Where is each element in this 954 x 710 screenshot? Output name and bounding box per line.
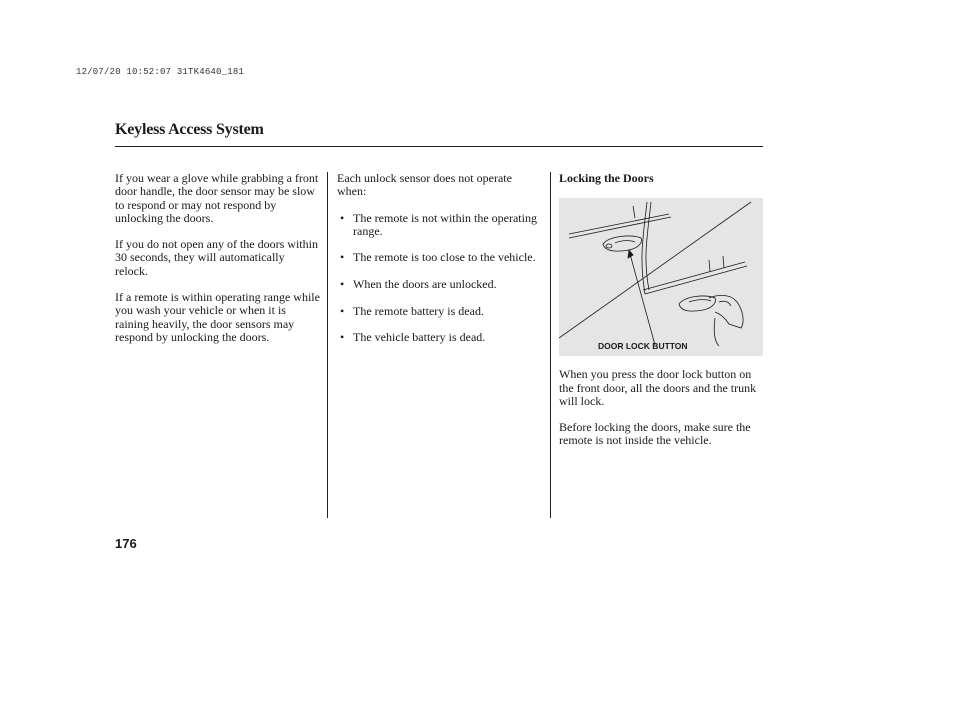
paragraph-wash: If a remote is within operating range while you wash your vehicle or when it is raining heavily, the door sensors may respond by unlocking the doors. <box>115 290 320 344</box>
page-title: Keyless Access System <box>115 121 264 138</box>
list-item: • The remote is too close to the vehicle. <box>340 250 536 265</box>
front-door-handle <box>603 236 642 251</box>
bullet-icon: • <box>340 277 345 292</box>
column-divider-2 <box>550 172 551 518</box>
list-item: • When the doors are unlocked. <box>340 277 497 292</box>
column-2 <box>337 172 542 358</box>
list-item: • The remote battery is dead. <box>340 303 484 318</box>
paragraph-glove: If you wear a glove while grabbing a front door handle, the door sensor may be slow to respond or may not respond by unlocking the doors. <box>115 171 319 225</box>
door-lock-illustration <box>559 198 763 356</box>
bullet-icon: • <box>340 303 345 318</box>
title-rule <box>115 146 763 147</box>
column-1 <box>115 172 320 357</box>
paragraph-lock-button: When you press the door lock button on the front door, all the doors and the trunk will lock. <box>559 367 757 408</box>
paragraph-before-locking: Before locking the doors, make sure the remote is not inside the vehicle. <box>559 420 751 448</box>
figure-label: DOOR LOCK BUTTON <box>598 341 688 352</box>
bullet-icon: • <box>340 210 345 225</box>
bullet-icon: • <box>340 330 345 345</box>
panel-divider <box>559 202 751 338</box>
column-3 <box>559 172 764 461</box>
sensor-conditions-list <box>337 212 542 345</box>
list-item: • The remote is not within the operating range. <box>340 210 537 238</box>
list-item: • The vehicle battery is dead. <box>340 330 486 345</box>
page-number: 176 <box>115 536 137 551</box>
rear-door-handle <box>679 296 716 311</box>
print-timestamp: 12/07/20 10:52:07 31TK4640_181 <box>76 67 245 77</box>
section-heading: Locking the Doors <box>559 171 654 185</box>
paragraph-sensor-intro: Each unlock sensor does not operate when: <box>337 171 512 199</box>
column-divider-1 <box>327 172 328 518</box>
door-handle-drawing <box>559 198 763 356</box>
paragraph-relock: If you do not open any of the doors within 30 seconds, they will automatically relock. <box>115 237 318 278</box>
bullet-icon: • <box>340 250 345 265</box>
